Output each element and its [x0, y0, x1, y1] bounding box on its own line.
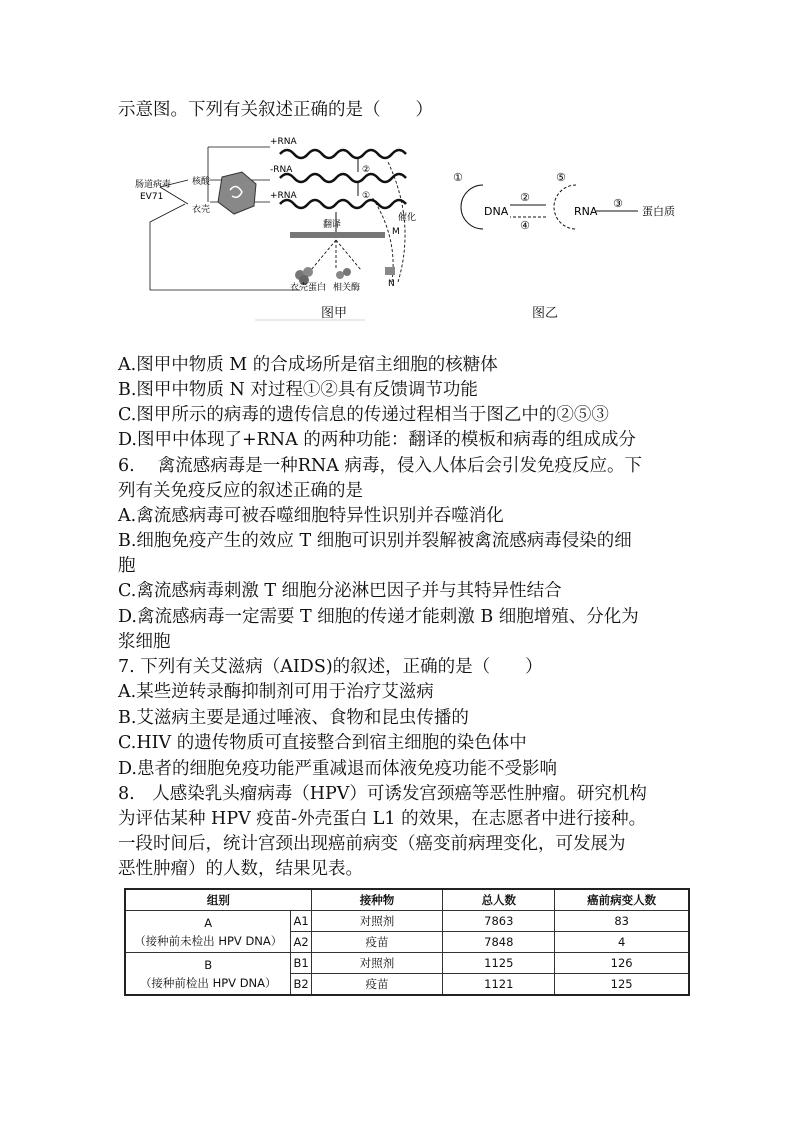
q7-option-d: D.患者的细胞免疫功能严重减退而体液免疫功能不受影响 [118, 759, 557, 779]
q6-option-d: D.禽流感病毒一定需要 T 细胞的传递才能刺激 B 细胞增殖、分化为 [118, 607, 639, 627]
q5-option-a: A.图甲中物质 M 的合成场所是宿主细胞的核糖体 [118, 355, 498, 375]
results-table [124, 888, 690, 996]
label-enzyme: 相关酶 [333, 283, 361, 293]
group-a-label: A [204, 915, 213, 930]
q5-option-b: B.图甲中物质 N 对过程①②具有反馈调节功能 [118, 380, 478, 400]
row-lesion: 125 [555, 974, 689, 996]
table-row [125, 911, 689, 932]
label-c2: ② [520, 191, 530, 204]
row-lesion: 4 [555, 932, 689, 953]
label-virus-code: EV71 [140, 192, 164, 202]
row-agent: 对照剂 [311, 911, 443, 932]
q8-line-2: 为评估某种 HPV 疫苗-外壳蛋白 L1 的效果，在志愿者中进行接种。 [118, 809, 647, 829]
header-lesion: 癌前病变人数 [555, 889, 689, 911]
q7-stem: 7. 下列有关艾滋病（AIDS)的叙述，正确的是（ ） [118, 657, 543, 677]
row-lesion: 83 [555, 911, 689, 932]
label-m: M [392, 227, 400, 237]
header-agent: 接种物 [311, 889, 443, 911]
figure-a-diagram [130, 132, 420, 332]
row-agent: 对照剂 [311, 953, 443, 974]
row-id: A1 [291, 911, 311, 932]
row-agent: 疫苗 [311, 932, 443, 953]
label-c3: ③ [613, 197, 623, 210]
q7-option-a: A.某些逆转录酶抑制剂可用于治疗艾滋病 [118, 682, 434, 702]
q6-option-b: B.细胞免疫产生的效应 T 细胞可识别并裂解被禽流感病毒侵染的细 [118, 531, 632, 551]
table-row [125, 953, 689, 974]
row-lesion: 126 [555, 953, 689, 974]
label-virus: 肠道病毒 [135, 180, 172, 190]
label-nucleic: 核酸 [192, 177, 211, 187]
label-catalyze: 催化 [398, 213, 417, 223]
label-protein: 蛋白质 [642, 205, 675, 218]
q7-option-c: C.HIV 的遗传物质可直接整合到宿主细胞的染色体中 [118, 733, 527, 753]
q6-stem-1: 6. 禽流感病毒是一种RNA 病毒，侵入人体后会引发免疫反应。下 [118, 456, 642, 476]
q6-stem-2: 列有关免疫反应的叙述正确的是 [118, 481, 363, 501]
group-a-cell [125, 911, 291, 953]
group-b-cell [125, 953, 291, 996]
q6-option-b-cont: 胞 [118, 556, 136, 576]
row-total: 1121 [443, 974, 555, 996]
row-total: 7863 [443, 911, 555, 932]
row-total: 7848 [443, 932, 555, 953]
virus-capsid-shape [218, 172, 256, 214]
row-id: B2 [291, 974, 311, 996]
row-id: B1 [291, 953, 311, 974]
label-capsid: 衣壳 [192, 205, 211, 215]
q5-option-d: D.图甲中体现了+RNA 的两种功能：翻译的模板和病毒的组成成分 [118, 430, 636, 450]
q5-option-c: C.图甲所示的病毒的遗传信息的传递过程相当于图乙中的②⑤③ [118, 405, 609, 425]
group-a-note: （接种前未检出 HPV DNA） [134, 933, 283, 948]
figure-b-diagram [438, 165, 708, 250]
q8-line-4: 恶性肿瘤）的人数，结果见表。 [118, 859, 363, 879]
label-c5: ⑤ [556, 171, 566, 184]
intro-line: 示意图。下列有关叙述正确的是（ ） [118, 100, 433, 120]
label-c4: ④ [520, 219, 530, 232]
label-translate: 翻译 [323, 220, 342, 230]
q6-option-c: C.禽流感病毒刺激 T 细胞分泌淋巴因子并与其特异性结合 [118, 581, 562, 601]
group-b-label: B [204, 957, 213, 972]
label-dna: DNA [484, 205, 509, 218]
label-c1: ① [453, 171, 463, 184]
row-agent: 疫苗 [311, 974, 443, 996]
pos-rna-strand [280, 150, 406, 158]
q7-option-b: B.艾滋病主要是通过唾液、食物和昆虫传播的 [118, 708, 469, 728]
group-b-note: （接种前检出 HPV DNA） [139, 975, 277, 990]
row-total: 1125 [443, 953, 555, 974]
header-group: 组别 [125, 889, 311, 911]
q8-line-3: 一段时间后，统计宫颈出现癌前病变（癌变前病理变化，可发展为 [118, 834, 626, 854]
header-total: 总人数 [443, 889, 555, 911]
label-rna: RNA [574, 205, 598, 218]
q6-option-a: A.禽流感病毒可被吞噬细胞特异性识别并吞噬消化 [118, 506, 504, 526]
label-capsid-protein: 衣壳蛋白 [290, 283, 327, 293]
label-pos-rna2: +RNA [270, 191, 297, 201]
table-header-row [125, 889, 689, 911]
label-step2: ② [362, 165, 371, 175]
neg-rna-strand [280, 174, 406, 182]
figure-b-caption: 图乙 [532, 306, 559, 321]
label-pos-rna: +RNA [270, 137, 297, 147]
dna-replication-arc [461, 185, 483, 229]
q6-option-d-cont: 浆细胞 [118, 632, 171, 652]
pos-rna-strand-2 [280, 200, 406, 208]
figure-a-caption: 图甲 [321, 306, 348, 321]
label-neg-rna: -RNA [270, 165, 293, 175]
label-n: N [388, 279, 395, 289]
q8-line-1: 8. 人感染乳头瘤病毒（HPV）可诱发宫颈癌等恶性肿瘤。研究机构 [118, 784, 647, 804]
row-id: A2 [291, 932, 311, 953]
label-step1: ① [362, 191, 371, 201]
